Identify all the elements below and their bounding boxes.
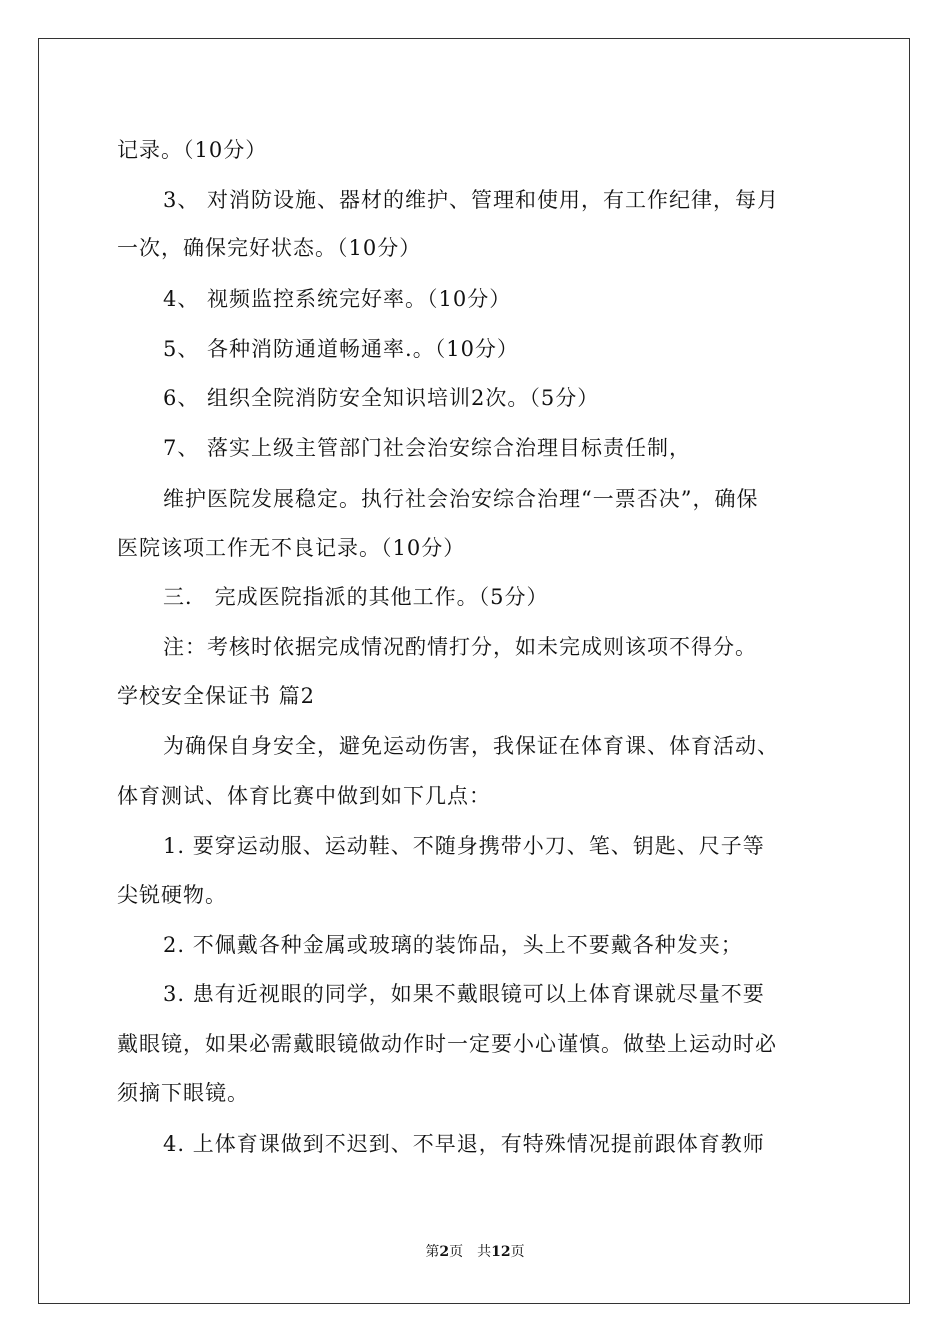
page-border [38,38,910,1304]
section-heading: 学校安全保证书 篇2 [117,684,316,708]
text-line: 7、 落实上级主管部门社会治安综合治理目标责任制， [163,436,692,460]
text-line: 尖锐硬物。 [117,883,227,907]
footer-suffix: 页 [510,1244,525,1260]
footer-prefix: 第 [425,1244,440,1260]
text-line: 一次，确保完好状态。（10分） [117,236,422,260]
text-line: 4. 上体育课做到不迟到、不早退，有特殊情况提前跟体育教师 [163,1132,765,1156]
text-line: 体育测试、体育比赛中做到如下几点： [117,784,491,808]
text-line: 记录。（10分） [117,138,268,162]
page-footer [0,1242,950,1262]
text-line: 5、 各种消防通道畅通率.。（10分） [163,337,519,361]
footer-mid: 页 共 [449,1244,492,1260]
text-line: 为确保自身安全，避免运动伤害，我保证在体育课、体育活动、 [163,734,779,758]
text-line: 6、 组织全院消防安全知识培训2次。（5分） [163,386,600,410]
text-line: 4、 视频监控系统完好率。（10分） [163,287,512,311]
text-line: 三． 完成医院指派的其他工作。（5分） [163,585,549,609]
text-line: 3、 对消防设施、器材的维护、管理和使用，有工作纪律，每月 [163,188,780,212]
text-line: 1. 要穿运动服、运动鞋、不随身携带小刀、笔、钥匙、尺子等 [163,834,765,858]
text-line: 医院该项工作无不良记录。（10分） [117,536,466,560]
footer-page-number: 2 [439,1244,450,1260]
text-line: 戴眼镜，如果必需戴眼镜做动作时一定要小心谨慎。做垫上运动时必 [117,1032,777,1056]
text-line: 3. 患有近视眼的同学，如果不戴眼镜可以上体育课就尽量不要 [163,982,765,1006]
text-line: 注：考核时依据完成情况酌情打分，如未完成则该项不得分。 [163,635,757,659]
text-line: 2. 不佩戴各种金属或玻璃的装饰品，头上不要戴各种发夹； [163,933,743,957]
text-line: 须摘下眼镜。 [117,1081,249,1105]
footer-total-pages: 12 [491,1244,511,1260]
text-line: 维护医院发展稳定。执行社会治安综合治理“一票否决”，确保 [163,487,759,511]
